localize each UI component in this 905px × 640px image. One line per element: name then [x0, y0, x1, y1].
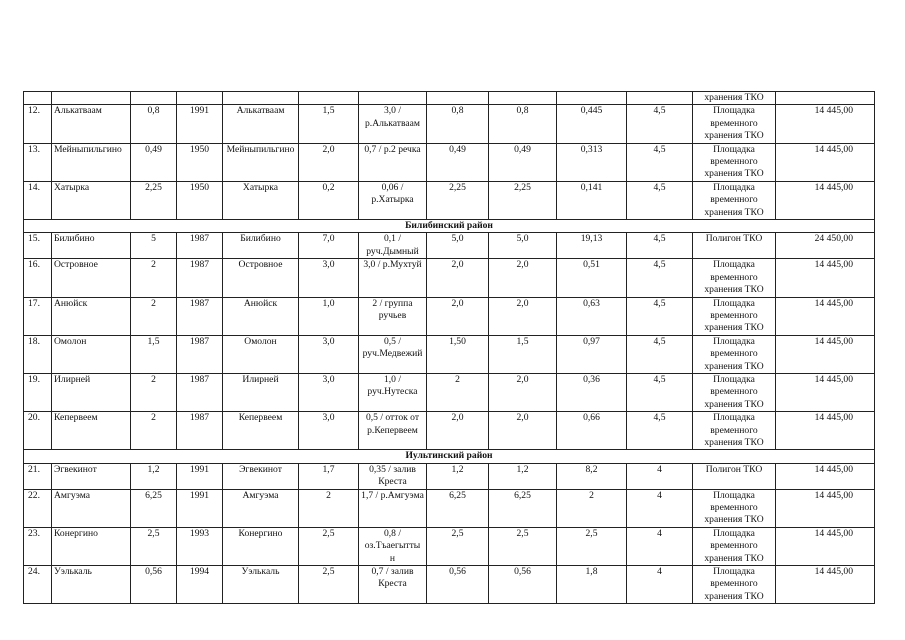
row-number-cell: 18.: [24, 335, 52, 373]
col3-value-cell: 2,5: [131, 527, 177, 565]
settlement-name-cell: Островное: [52, 259, 131, 297]
row-number-cell: 23.: [24, 527, 52, 565]
row-number-cell: 21.: [24, 463, 52, 489]
water-source-cell: 0,7 / р.2 речка: [359, 143, 427, 181]
year-cell: 1950: [177, 181, 223, 219]
col3-value-cell: 5: [131, 233, 177, 259]
col8-value-cell: 2: [427, 373, 489, 411]
point-name-cell: Анюйск: [223, 297, 299, 335]
settlement-name-cell: Эгвекинот: [52, 463, 131, 489]
table-row: [24, 233, 875, 259]
col8-value-cell: 2,0: [427, 259, 489, 297]
site-type-cell: Площадка временного хранения ТКО: [693, 527, 776, 565]
tariff-cell: 14 445,00: [776, 566, 875, 604]
col11-value-cell: 4,5: [627, 143, 693, 181]
row-number-cell: 14.: [24, 181, 52, 219]
tariff-cell: 14 445,00: [776, 143, 875, 181]
district-row: [24, 220, 875, 233]
site-type-cell: хранения ТКО: [693, 92, 776, 105]
tariff-cell: 14 445,00: [776, 259, 875, 297]
col6-value-cell: 0,2: [299, 181, 359, 219]
col9-value-cell: 2,5: [489, 527, 557, 565]
water-source-cell: 0,35 / залив Креста: [359, 463, 427, 489]
table-row: [24, 412, 875, 450]
col8-value-cell: 6,25: [427, 489, 489, 527]
col11-value-cell: 4: [627, 489, 693, 527]
col3-value-cell: 2: [131, 297, 177, 335]
water-source-cell: 0,7 / залив Креста: [359, 566, 427, 604]
table-row: [24, 297, 875, 335]
settlement-name-cell: Амгуэма: [52, 489, 131, 527]
table-row: [24, 92, 875, 105]
col8-value-cell: 1,2: [427, 463, 489, 489]
table-row: [24, 527, 875, 565]
year-cell: 1991: [177, 463, 223, 489]
tariff-cell: 14 445,00: [776, 373, 875, 411]
col9-value-cell: 0,8: [489, 105, 557, 143]
col10-value-cell: 0,445: [557, 105, 627, 143]
tariff-cell: 14 445,00: [776, 463, 875, 489]
col6-value-cell: 1,7: [299, 463, 359, 489]
site-type-cell: Площадка временного хранения ТКО: [693, 297, 776, 335]
col9-value-cell: 2,25: [489, 181, 557, 219]
row-number-cell: 19.: [24, 373, 52, 411]
settlements-table: [23, 91, 875, 604]
col9-value-cell: 2,0: [489, 412, 557, 450]
point-name-cell: Омолон: [223, 335, 299, 373]
col11-value-cell: 4,5: [627, 412, 693, 450]
row-number-cell: 17.: [24, 297, 52, 335]
col10-value-cell: 8,2: [557, 463, 627, 489]
col6-value-cell: 3,0: [299, 335, 359, 373]
water-source-cell: 0,5 / руч.Медвежий: [359, 335, 427, 373]
col8-value-cell: 0,56: [427, 566, 489, 604]
col6-value-cell: 3,0: [299, 412, 359, 450]
water-source-cell: 1,0 / руч.Нутеска: [359, 373, 427, 411]
point-name-cell: Билибино: [223, 233, 299, 259]
table-row: [24, 143, 875, 181]
water-source-cell: 1,7 / р.Амгуэма: [359, 489, 427, 527]
water-source-cell: 0,8 /оз.Тъаегытты н: [359, 527, 427, 565]
col6-value-cell: 2,0: [299, 143, 359, 181]
col3-value-cell: 2: [131, 412, 177, 450]
col11-value-cell: 4,5: [627, 373, 693, 411]
district-row: [24, 450, 875, 463]
col3-value-cell: 2: [131, 373, 177, 411]
table-row: [24, 259, 875, 297]
year-cell: 1991: [177, 489, 223, 527]
col3-value-cell: 0,8: [131, 105, 177, 143]
col9-value-cell: 1,5: [489, 335, 557, 373]
col10-value-cell: 19,13: [557, 233, 627, 259]
col6-value-cell: 3,0: [299, 373, 359, 411]
site-type-cell: Площадка временного хранения ТКО: [693, 335, 776, 373]
point-name-cell: Уэлькаль: [223, 566, 299, 604]
tariff-cell: 14 445,00: [776, 297, 875, 335]
point-name-cell: Алькатваам: [223, 105, 299, 143]
water-source-cell: 3,0 / р.Алькатваам: [359, 105, 427, 143]
col3-value-cell: 6,25: [131, 489, 177, 527]
col8-value-cell: 2,0: [427, 412, 489, 450]
table-row: [24, 566, 875, 604]
col9-value-cell: 2,0: [489, 297, 557, 335]
tariff-cell: 14 445,00: [776, 489, 875, 527]
row-number-cell: 16.: [24, 259, 52, 297]
point-name-cell: Эгвекинот: [223, 463, 299, 489]
point-name-cell: Кепервеем: [223, 412, 299, 450]
table-row: [24, 489, 875, 527]
col10-value-cell: 0,141: [557, 181, 627, 219]
col6-value-cell: 1,5: [299, 105, 359, 143]
year-cell: 1987: [177, 233, 223, 259]
col3-value-cell: 2: [131, 259, 177, 297]
col3-value-cell: 1,2: [131, 463, 177, 489]
col11-value-cell: 4,5: [627, 181, 693, 219]
col3-value-cell: 0,56: [131, 566, 177, 604]
col8-value-cell: 2,5: [427, 527, 489, 565]
site-type-cell: Полигон ТКО: [693, 233, 776, 259]
district-heading: Иультинский район: [24, 450, 875, 463]
col9-value-cell: 0,56: [489, 566, 557, 604]
water-source-cell: 3,0 / р.Мухтуй: [359, 259, 427, 297]
settlement-name-cell: Кепервеем: [52, 412, 131, 450]
col8-value-cell: 0,8: [427, 105, 489, 143]
settlement-name-cell: Билибино: [52, 233, 131, 259]
water-source-cell: 0,5 / отток от р.Кепервеем: [359, 412, 427, 450]
col8-value-cell: 5,0: [427, 233, 489, 259]
col11-value-cell: 4,5: [627, 233, 693, 259]
water-source-cell: 0,06 / р.Хатырка: [359, 181, 427, 219]
col11-value-cell: 4,5: [627, 105, 693, 143]
col10-value-cell: 0,63: [557, 297, 627, 335]
col10-value-cell: 0,313: [557, 143, 627, 181]
row-number-cell: 15.: [24, 233, 52, 259]
col11-value-cell: 4: [627, 463, 693, 489]
col3-value-cell: 1,5: [131, 335, 177, 373]
year-cell: 1991: [177, 105, 223, 143]
tariff-cell: 14 445,00: [776, 181, 875, 219]
col11-value-cell: 4,5: [627, 259, 693, 297]
col10-value-cell: 0,51: [557, 259, 627, 297]
col11-value-cell: 4: [627, 527, 693, 565]
site-type-cell: Площадка временного хранения ТКО: [693, 566, 776, 604]
row-number-cell: 22.: [24, 489, 52, 527]
point-name-cell: Хатырка: [223, 181, 299, 219]
site-type-cell: Площадка временного хранения ТКО: [693, 412, 776, 450]
col6-value-cell: 2,5: [299, 527, 359, 565]
col10-value-cell: 0,97: [557, 335, 627, 373]
col10-value-cell: 2: [557, 489, 627, 527]
settlement-name-cell: Хатырка: [52, 181, 131, 219]
site-type-cell: Площадка временного хранения ТКО: [693, 489, 776, 527]
year-cell: 1987: [177, 412, 223, 450]
site-type-cell: Площадка временного хранения ТКО: [693, 373, 776, 411]
settlement-name-cell: Мейныпильгино: [52, 143, 131, 181]
col9-value-cell: 2,0: [489, 373, 557, 411]
col10-value-cell: 2,5: [557, 527, 627, 565]
table-row: [24, 181, 875, 219]
point-name-cell: Конергино: [223, 527, 299, 565]
col8-value-cell: 1,50: [427, 335, 489, 373]
point-name-cell: Илирней: [223, 373, 299, 411]
year-cell: 1987: [177, 335, 223, 373]
row-number-cell: 13.: [24, 143, 52, 181]
row-number-cell: 12.: [24, 105, 52, 143]
year-cell: 1987: [177, 373, 223, 411]
col9-value-cell: 6,25: [489, 489, 557, 527]
col9-value-cell: 5,0: [489, 233, 557, 259]
col9-value-cell: 2,0: [489, 259, 557, 297]
col6-value-cell: 1,0: [299, 297, 359, 335]
tariff-cell: 24 450,00: [776, 233, 875, 259]
col6-value-cell: 2,5: [299, 566, 359, 604]
water-source-cell: 2 / группа ручьев: [359, 297, 427, 335]
col8-value-cell: 0,49: [427, 143, 489, 181]
col10-value-cell: 1,8: [557, 566, 627, 604]
col10-value-cell: 0,36: [557, 373, 627, 411]
water-source-cell: 0,1 / руч.Дымный: [359, 233, 427, 259]
site-type-cell: Площадка временного хранения ТКО: [693, 181, 776, 219]
year-cell: 1987: [177, 259, 223, 297]
site-type-cell: Площадка временного хранения ТКО: [693, 143, 776, 181]
year-cell: 1950: [177, 143, 223, 181]
table-row: [24, 335, 875, 373]
col11-value-cell: 4,5: [627, 297, 693, 335]
settlement-name-cell: Илирней: [52, 373, 131, 411]
col6-value-cell: 3,0: [299, 259, 359, 297]
site-type-cell: Площадка временного хранения ТКО: [693, 259, 776, 297]
col6-value-cell: 7,0: [299, 233, 359, 259]
tariff-cell: 14 445,00: [776, 335, 875, 373]
col6-value-cell: 2: [299, 489, 359, 527]
settlement-name-cell: Уэлькаль: [52, 566, 131, 604]
tariff-cell: 14 445,00: [776, 527, 875, 565]
site-type-cell: Площадка временного хранения ТКО: [693, 105, 776, 143]
col8-value-cell: 2,25: [427, 181, 489, 219]
point-name-cell: Мейныпильгино: [223, 143, 299, 181]
settlement-name-cell: Алькатваам: [52, 105, 131, 143]
settlement-name-cell: Омолон: [52, 335, 131, 373]
col10-value-cell: 0,66: [557, 412, 627, 450]
site-type-cell: Полигон ТКО: [693, 463, 776, 489]
point-name-cell: Островное: [223, 259, 299, 297]
point-name-cell: Амгуэма: [223, 489, 299, 527]
col11-value-cell: 4,5: [627, 335, 693, 373]
col3-value-cell: 2,25: [131, 181, 177, 219]
col9-value-cell: 0,49: [489, 143, 557, 181]
settlement-name-cell: Конергино: [52, 527, 131, 565]
district-heading: Билибинский район: [24, 220, 875, 233]
settlement-name-cell: Анюйск: [52, 297, 131, 335]
year-cell: 1994: [177, 566, 223, 604]
row-number-cell: 20.: [24, 412, 52, 450]
col8-value-cell: 2,0: [427, 297, 489, 335]
tariff-cell: 14 445,00: [776, 412, 875, 450]
row-number-cell: 24.: [24, 566, 52, 604]
table-row: [24, 105, 875, 143]
col11-value-cell: 4: [627, 566, 693, 604]
col3-value-cell: 0,49: [131, 143, 177, 181]
table-row: [24, 373, 875, 411]
year-cell: 1987: [177, 297, 223, 335]
tariff-cell: 14 445,00: [776, 105, 875, 143]
year-cell: 1993: [177, 527, 223, 565]
table-row: [24, 463, 875, 489]
col9-value-cell: 1,2: [489, 463, 557, 489]
